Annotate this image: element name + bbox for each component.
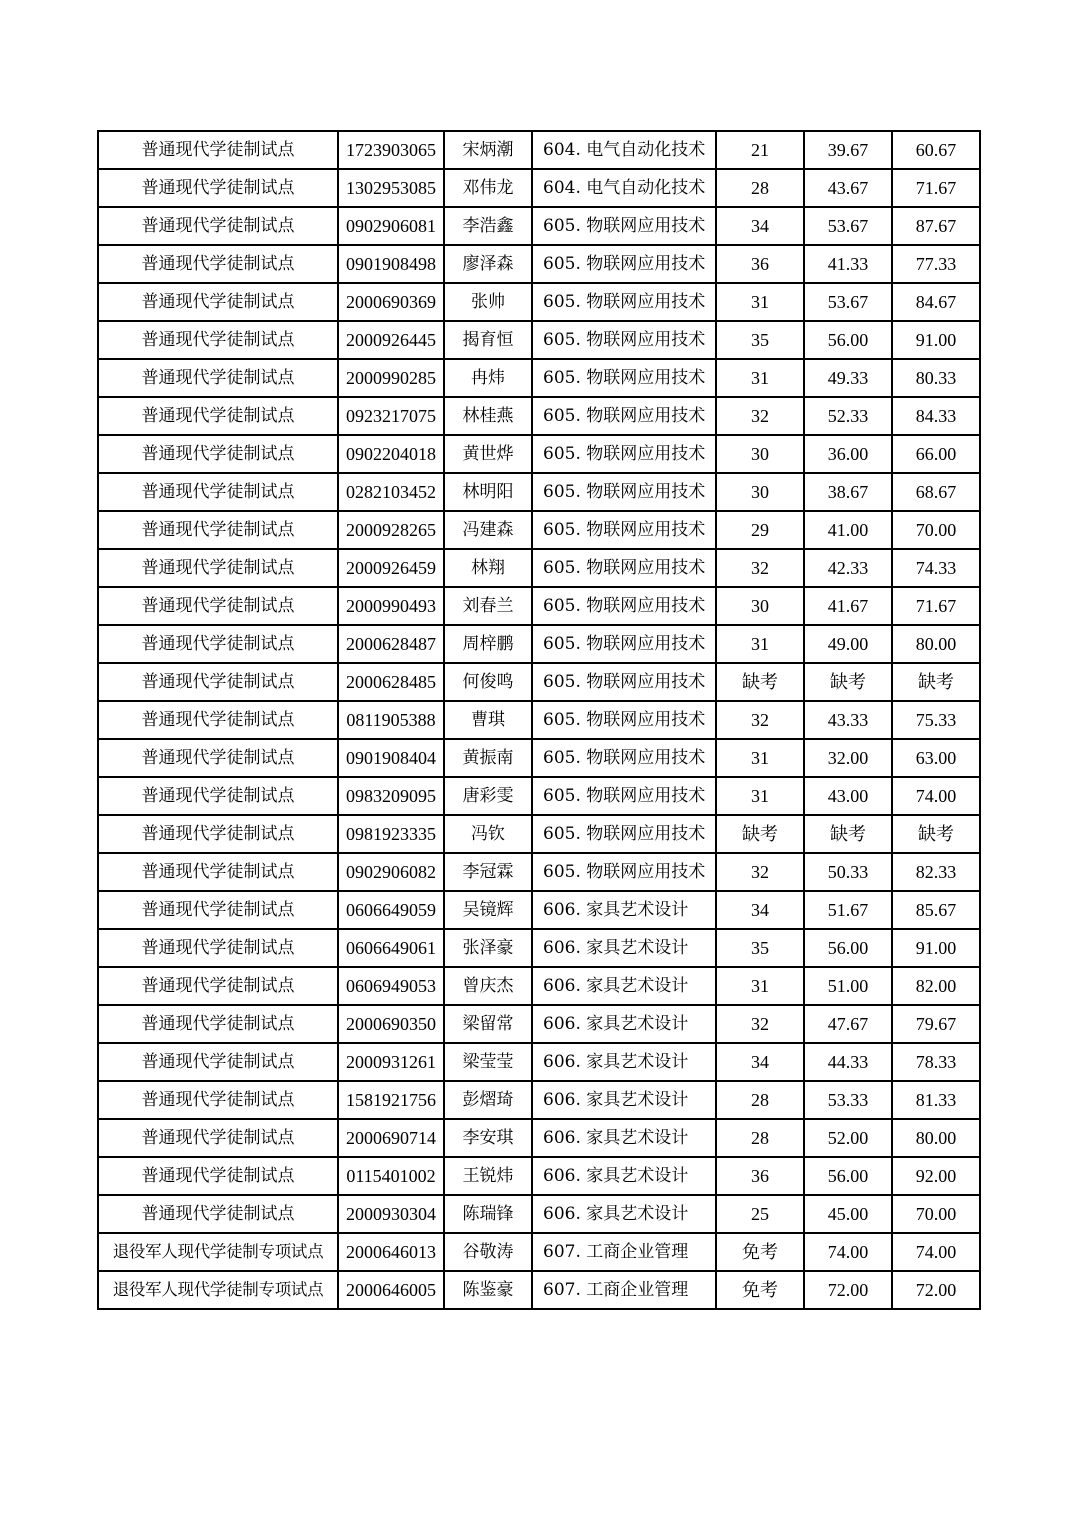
name-cell: 揭育恒 bbox=[444, 321, 532, 359]
score-b-cell: 51.00 bbox=[804, 967, 892, 1005]
major-cell: 606. 家具艺术设计 bbox=[532, 1195, 716, 1233]
total-cell: 82.33 bbox=[892, 853, 980, 891]
total-cell: 74.33 bbox=[892, 549, 980, 587]
id-cell: 2000928265 bbox=[338, 511, 444, 549]
total-cell: 72.00 bbox=[892, 1271, 980, 1309]
category-cell: 普通现代学徒制试点 bbox=[98, 663, 338, 701]
score-a-cell: 28 bbox=[716, 169, 804, 207]
category-cell: 普通现代学徒制试点 bbox=[98, 625, 338, 663]
score-b-cell: 72.00 bbox=[804, 1271, 892, 1309]
total-cell: 63.00 bbox=[892, 739, 980, 777]
id-cell: 0115401002 bbox=[338, 1157, 444, 1195]
id-cell: 2000690714 bbox=[338, 1119, 444, 1157]
score-a-cell: 缺考 bbox=[716, 815, 804, 853]
id-cell: 0606649061 bbox=[338, 929, 444, 967]
score-b-cell: 43.67 bbox=[804, 169, 892, 207]
total-cell: 缺考 bbox=[892, 663, 980, 701]
major-cell: 605. 物联网应用技术 bbox=[532, 701, 716, 739]
total-cell: 60.67 bbox=[892, 131, 980, 169]
table-row bbox=[98, 511, 980, 549]
id-cell: 2000931261 bbox=[338, 1043, 444, 1081]
category-cell: 普通现代学徒制试点 bbox=[98, 207, 338, 245]
category-cell: 普通现代学徒制试点 bbox=[98, 549, 338, 587]
score-a-cell: 28 bbox=[716, 1081, 804, 1119]
score-b-cell: 53.33 bbox=[804, 1081, 892, 1119]
table-row bbox=[98, 853, 980, 891]
name-cell: 林翔 bbox=[444, 549, 532, 587]
category-cell: 普通现代学徒制试点 bbox=[98, 245, 338, 283]
major-cell: 605. 物联网应用技术 bbox=[532, 625, 716, 663]
category-cell: 普通现代学徒制试点 bbox=[98, 359, 338, 397]
total-cell: 80.00 bbox=[892, 625, 980, 663]
table-row bbox=[98, 169, 980, 207]
score-b-cell: 缺考 bbox=[804, 815, 892, 853]
major-cell: 606. 家具艺术设计 bbox=[532, 891, 716, 929]
total-cell: 缺考 bbox=[892, 815, 980, 853]
total-cell: 70.00 bbox=[892, 1195, 980, 1233]
total-cell: 77.33 bbox=[892, 245, 980, 283]
id-cell: 2000628487 bbox=[338, 625, 444, 663]
score-b-cell: 50.33 bbox=[804, 853, 892, 891]
major-cell: 605. 物联网应用技术 bbox=[532, 739, 716, 777]
id-cell: 1302953085 bbox=[338, 169, 444, 207]
id-cell: 0902906081 bbox=[338, 207, 444, 245]
name-cell: 梁莹莹 bbox=[444, 1043, 532, 1081]
id-cell: 2000690369 bbox=[338, 283, 444, 321]
table-row bbox=[98, 1157, 980, 1195]
name-cell: 林桂燕 bbox=[444, 397, 532, 435]
category-cell: 普通现代学徒制试点 bbox=[98, 1119, 338, 1157]
name-cell: 吴镜辉 bbox=[444, 891, 532, 929]
score-a-cell: 31 bbox=[716, 967, 804, 1005]
table-row bbox=[98, 397, 980, 435]
major-cell: 606. 家具艺术设计 bbox=[532, 1005, 716, 1043]
total-cell: 84.33 bbox=[892, 397, 980, 435]
total-cell: 85.67 bbox=[892, 891, 980, 929]
score-a-cell: 30 bbox=[716, 435, 804, 473]
score-a-cell: 免考 bbox=[716, 1271, 804, 1309]
name-cell: 张泽豪 bbox=[444, 929, 532, 967]
table-row bbox=[98, 245, 980, 283]
table-row bbox=[98, 967, 980, 1005]
id-cell: 2000990285 bbox=[338, 359, 444, 397]
total-cell: 66.00 bbox=[892, 435, 980, 473]
score-b-cell: 49.33 bbox=[804, 359, 892, 397]
score-b-cell: 74.00 bbox=[804, 1233, 892, 1271]
category-cell: 普通现代学徒制试点 bbox=[98, 131, 338, 169]
name-cell: 刘春兰 bbox=[444, 587, 532, 625]
category-cell: 普通现代学徒制试点 bbox=[98, 397, 338, 435]
table-row bbox=[98, 1271, 980, 1309]
score-b-cell: 41.00 bbox=[804, 511, 892, 549]
category-cell: 普通现代学徒制试点 bbox=[98, 1081, 338, 1119]
score-a-cell: 36 bbox=[716, 1157, 804, 1195]
major-cell: 605. 物联网应用技术 bbox=[532, 435, 716, 473]
score-b-cell: 56.00 bbox=[804, 929, 892, 967]
table-row bbox=[98, 891, 980, 929]
major-cell: 607. 工商企业管理 bbox=[532, 1233, 716, 1271]
score-b-cell: 45.00 bbox=[804, 1195, 892, 1233]
score-a-cell: 31 bbox=[716, 283, 804, 321]
total-cell: 78.33 bbox=[892, 1043, 980, 1081]
table-row bbox=[98, 929, 980, 967]
category-cell: 退役军人现代学徒制专项试点 bbox=[98, 1271, 338, 1309]
score-b-cell: 缺考 bbox=[804, 663, 892, 701]
score-table-body bbox=[98, 131, 980, 1309]
total-cell: 70.00 bbox=[892, 511, 980, 549]
name-cell: 陈瑞锋 bbox=[444, 1195, 532, 1233]
table-row bbox=[98, 1005, 980, 1043]
name-cell: 彭熠琦 bbox=[444, 1081, 532, 1119]
id-cell: 0902906082 bbox=[338, 853, 444, 891]
id-cell: 0282103452 bbox=[338, 473, 444, 511]
name-cell: 唐彩雯 bbox=[444, 777, 532, 815]
category-cell: 普通现代学徒制试点 bbox=[98, 1005, 338, 1043]
id-cell: 2000646013 bbox=[338, 1233, 444, 1271]
category-cell: 普通现代学徒制试点 bbox=[98, 739, 338, 777]
category-cell: 普通现代学徒制试点 bbox=[98, 283, 338, 321]
table-row bbox=[98, 321, 980, 359]
id-cell: 2000628485 bbox=[338, 663, 444, 701]
name-cell: 林明阳 bbox=[444, 473, 532, 511]
id-cell: 2000990493 bbox=[338, 587, 444, 625]
major-cell: 605. 物联网应用技术 bbox=[532, 853, 716, 891]
table-row bbox=[98, 625, 980, 663]
name-cell: 廖泽森 bbox=[444, 245, 532, 283]
major-cell: 605. 物联网应用技术 bbox=[532, 473, 716, 511]
name-cell: 何俊鸣 bbox=[444, 663, 532, 701]
total-cell: 75.33 bbox=[892, 701, 980, 739]
name-cell: 陈鉴豪 bbox=[444, 1271, 532, 1309]
score-a-cell: 32 bbox=[716, 397, 804, 435]
score-b-cell: 39.67 bbox=[804, 131, 892, 169]
id-cell: 2000930304 bbox=[338, 1195, 444, 1233]
total-cell: 68.67 bbox=[892, 473, 980, 511]
id-cell: 2000926459 bbox=[338, 549, 444, 587]
category-cell: 普通现代学徒制试点 bbox=[98, 815, 338, 853]
name-cell: 黄世烨 bbox=[444, 435, 532, 473]
score-a-cell: 29 bbox=[716, 511, 804, 549]
score-b-cell: 47.67 bbox=[804, 1005, 892, 1043]
category-cell: 普通现代学徒制试点 bbox=[98, 473, 338, 511]
id-cell: 1723903065 bbox=[338, 131, 444, 169]
major-cell: 605. 物联网应用技术 bbox=[532, 359, 716, 397]
major-cell: 605. 物联网应用技术 bbox=[532, 207, 716, 245]
score-a-cell: 21 bbox=[716, 131, 804, 169]
category-cell: 普通现代学徒制试点 bbox=[98, 435, 338, 473]
score-b-cell: 41.33 bbox=[804, 245, 892, 283]
table-row bbox=[98, 207, 980, 245]
id-cell: 0606949053 bbox=[338, 967, 444, 1005]
table-row bbox=[98, 473, 980, 511]
name-cell: 曾庆杰 bbox=[444, 967, 532, 1005]
score-b-cell: 53.67 bbox=[804, 207, 892, 245]
id-cell: 0811905388 bbox=[338, 701, 444, 739]
major-cell: 606. 家具艺术设计 bbox=[532, 1081, 716, 1119]
name-cell: 黄振南 bbox=[444, 739, 532, 777]
score-a-cell: 31 bbox=[716, 739, 804, 777]
score-a-cell: 34 bbox=[716, 207, 804, 245]
name-cell: 李冠霖 bbox=[444, 853, 532, 891]
id-cell: 2000690350 bbox=[338, 1005, 444, 1043]
major-cell: 606. 家具艺术设计 bbox=[532, 1119, 716, 1157]
major-cell: 605. 物联网应用技术 bbox=[532, 663, 716, 701]
score-a-cell: 32 bbox=[716, 701, 804, 739]
table-row bbox=[98, 815, 980, 853]
major-cell: 606. 家具艺术设计 bbox=[532, 1157, 716, 1195]
score-b-cell: 41.67 bbox=[804, 587, 892, 625]
major-cell: 605. 物联网应用技术 bbox=[532, 397, 716, 435]
score-a-cell: 免考 bbox=[716, 1233, 804, 1271]
name-cell: 周梓鹏 bbox=[444, 625, 532, 663]
score-a-cell: 36 bbox=[716, 245, 804, 283]
score-b-cell: 56.00 bbox=[804, 1157, 892, 1195]
category-cell: 普通现代学徒制试点 bbox=[98, 701, 338, 739]
table-row bbox=[98, 587, 980, 625]
id-cell: 0901908498 bbox=[338, 245, 444, 283]
major-cell: 605. 物联网应用技术 bbox=[532, 321, 716, 359]
id-cell: 0902204018 bbox=[338, 435, 444, 473]
table-row bbox=[98, 1081, 980, 1119]
major-cell: 606. 家具艺术设计 bbox=[532, 967, 716, 1005]
category-cell: 普通现代学徒制试点 bbox=[98, 929, 338, 967]
table-row bbox=[98, 1119, 980, 1157]
score-a-cell: 缺考 bbox=[716, 663, 804, 701]
score-a-cell: 31 bbox=[716, 359, 804, 397]
score-a-cell: 35 bbox=[716, 321, 804, 359]
id-cell: 0923217075 bbox=[338, 397, 444, 435]
category-cell: 普通现代学徒制试点 bbox=[98, 587, 338, 625]
total-cell: 74.00 bbox=[892, 1233, 980, 1271]
name-cell: 冉炜 bbox=[444, 359, 532, 397]
id-cell: 1581921756 bbox=[338, 1081, 444, 1119]
major-cell: 604. 电气自动化技术 bbox=[532, 131, 716, 169]
id-cell: 0981923335 bbox=[338, 815, 444, 853]
table-row bbox=[98, 1195, 980, 1233]
total-cell: 92.00 bbox=[892, 1157, 980, 1195]
table-row bbox=[98, 131, 980, 169]
major-cell: 607. 工商企业管理 bbox=[532, 1271, 716, 1309]
category-cell: 普通现代学徒制试点 bbox=[98, 1157, 338, 1195]
table-row bbox=[98, 663, 980, 701]
category-cell: 普通现代学徒制试点 bbox=[98, 511, 338, 549]
score-a-cell: 32 bbox=[716, 1005, 804, 1043]
category-cell: 退役军人现代学徒制专项试点 bbox=[98, 1233, 338, 1271]
name-cell: 李浩鑫 bbox=[444, 207, 532, 245]
major-cell: 605. 物联网应用技术 bbox=[532, 283, 716, 321]
name-cell: 李安琪 bbox=[444, 1119, 532, 1157]
name-cell: 曹琪 bbox=[444, 701, 532, 739]
table-row bbox=[98, 1043, 980, 1081]
table-row bbox=[98, 549, 980, 587]
score-a-cell: 31 bbox=[716, 625, 804, 663]
table-row bbox=[98, 283, 980, 321]
name-cell: 张帅 bbox=[444, 283, 532, 321]
total-cell: 79.67 bbox=[892, 1005, 980, 1043]
category-cell: 普通现代学徒制试点 bbox=[98, 891, 338, 929]
score-a-cell: 32 bbox=[716, 549, 804, 587]
id-cell: 2000926445 bbox=[338, 321, 444, 359]
category-cell: 普通现代学徒制试点 bbox=[98, 967, 338, 1005]
major-cell: 604. 电气自动化技术 bbox=[532, 169, 716, 207]
table-row bbox=[98, 359, 980, 397]
total-cell: 82.00 bbox=[892, 967, 980, 1005]
id-cell: 0901908404 bbox=[338, 739, 444, 777]
id-cell: 0606649059 bbox=[338, 891, 444, 929]
score-b-cell: 43.33 bbox=[804, 701, 892, 739]
major-cell: 605. 物联网应用技术 bbox=[532, 511, 716, 549]
name-cell: 梁留常 bbox=[444, 1005, 532, 1043]
score-a-cell: 34 bbox=[716, 891, 804, 929]
major-cell: 605. 物联网应用技术 bbox=[532, 587, 716, 625]
name-cell: 冯建森 bbox=[444, 511, 532, 549]
id-cell: 2000646005 bbox=[338, 1271, 444, 1309]
score-a-cell: 31 bbox=[716, 777, 804, 815]
name-cell: 王锐炜 bbox=[444, 1157, 532, 1195]
total-cell: 71.67 bbox=[892, 587, 980, 625]
score-b-cell: 38.67 bbox=[804, 473, 892, 511]
total-cell: 91.00 bbox=[892, 321, 980, 359]
category-cell: 普通现代学徒制试点 bbox=[98, 321, 338, 359]
total-cell: 80.00 bbox=[892, 1119, 980, 1157]
score-a-cell: 28 bbox=[716, 1119, 804, 1157]
score-a-cell: 25 bbox=[716, 1195, 804, 1233]
id-cell: 0983209095 bbox=[338, 777, 444, 815]
score-b-cell: 52.00 bbox=[804, 1119, 892, 1157]
category-cell: 普通现代学徒制试点 bbox=[98, 1195, 338, 1233]
score-b-cell: 53.67 bbox=[804, 283, 892, 321]
major-cell: 605. 物联网应用技术 bbox=[532, 549, 716, 587]
table-row bbox=[98, 777, 980, 815]
total-cell: 91.00 bbox=[892, 929, 980, 967]
score-b-cell: 51.67 bbox=[804, 891, 892, 929]
total-cell: 74.00 bbox=[892, 777, 980, 815]
name-cell: 邓伟龙 bbox=[444, 169, 532, 207]
table-row bbox=[98, 701, 980, 739]
name-cell: 谷敬涛 bbox=[444, 1233, 532, 1271]
score-b-cell: 49.00 bbox=[804, 625, 892, 663]
total-cell: 87.67 bbox=[892, 207, 980, 245]
score-a-cell: 34 bbox=[716, 1043, 804, 1081]
score-a-cell: 30 bbox=[716, 473, 804, 511]
name-cell: 宋炳潮 bbox=[444, 131, 532, 169]
category-cell: 普通现代学徒制试点 bbox=[98, 169, 338, 207]
score-b-cell: 32.00 bbox=[804, 739, 892, 777]
score-a-cell: 35 bbox=[716, 929, 804, 967]
major-cell: 605. 物联网应用技术 bbox=[532, 815, 716, 853]
score-a-cell: 32 bbox=[716, 853, 804, 891]
category-cell: 普通现代学徒制试点 bbox=[98, 777, 338, 815]
major-cell: 605. 物联网应用技术 bbox=[532, 777, 716, 815]
total-cell: 80.33 bbox=[892, 359, 980, 397]
score-b-cell: 44.33 bbox=[804, 1043, 892, 1081]
major-cell: 606. 家具艺术设计 bbox=[532, 1043, 716, 1081]
table-row bbox=[98, 435, 980, 473]
table-row bbox=[98, 1233, 980, 1271]
major-cell: 606. 家具艺术设计 bbox=[532, 929, 716, 967]
category-cell: 普通现代学徒制试点 bbox=[98, 853, 338, 891]
table-row bbox=[98, 739, 980, 777]
total-cell: 81.33 bbox=[892, 1081, 980, 1119]
score-b-cell: 42.33 bbox=[804, 549, 892, 587]
score-b-cell: 43.00 bbox=[804, 777, 892, 815]
total-cell: 84.67 bbox=[892, 283, 980, 321]
score-b-cell: 56.00 bbox=[804, 321, 892, 359]
category-cell: 普通现代学徒制试点 bbox=[98, 1043, 338, 1081]
name-cell: 冯钦 bbox=[444, 815, 532, 853]
score-b-cell: 52.33 bbox=[804, 397, 892, 435]
major-cell: 605. 物联网应用技术 bbox=[532, 245, 716, 283]
score-a-cell: 30 bbox=[716, 587, 804, 625]
score-b-cell: 36.00 bbox=[804, 435, 892, 473]
score-table bbox=[97, 130, 981, 1310]
total-cell: 71.67 bbox=[892, 169, 980, 207]
